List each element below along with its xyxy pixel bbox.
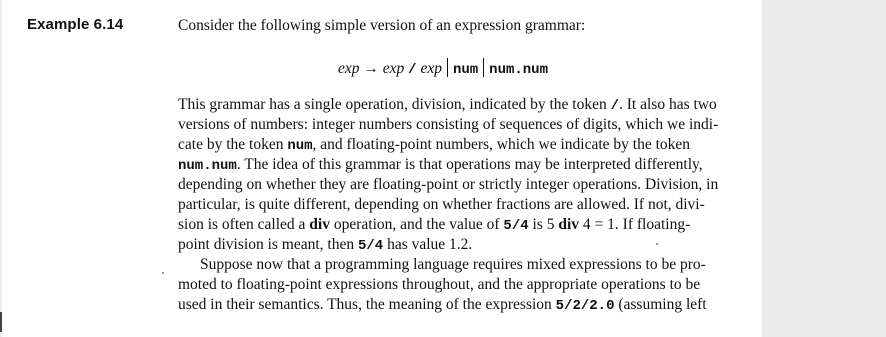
div-term-2: div: [558, 216, 580, 233]
scan-margin: [762, 0, 886, 337]
alt-bar-2: [483, 58, 484, 77]
grammar-rule: [338, 58, 548, 78]
scan-speck: [656, 243, 658, 245]
token-numnum: num.num: [178, 158, 237, 174]
scan-speck: [162, 272, 164, 274]
para1-line-8: point division is meant, then 5/4 has value 1.2.: [178, 236, 473, 254]
div-term: div: [309, 216, 330, 233]
para1-line-7: sion is often called a div operation, and the value of 5/4 is 5 div 4 = 1. If floating-: [178, 216, 691, 234]
grammar-exp-2: exp: [420, 60, 442, 77]
para1-line-5: depending on whether they are floating-point or strictly integer operations. Division, in: [178, 176, 719, 193]
grammar-op: /: [408, 62, 417, 78]
example-label: Example 6.14: [27, 16, 124, 33]
grammar-arrow: →: [363, 60, 379, 77]
para1-line-1: This grammar has a single operation, division, indicated by the token /. It also has two: [178, 96, 717, 114]
page-edge-mark: [0, 312, 2, 332]
para1-line-2: versions of numbers: integer numbers consisting of sequences of digits, which we indi-: [178, 116, 719, 133]
para2-line-2: moted to floating-point expressions throughout, and the appropriate operations to be: [178, 276, 701, 293]
alt-bar-1: [447, 58, 448, 77]
grammar-num: num: [452, 62, 479, 78]
token-5-4-b: 5/4: [357, 238, 384, 254]
grammar-exp-1: exp: [382, 60, 405, 77]
grammar-lhs: exp: [338, 60, 360, 77]
page-left-edge: [0, 0, 3, 337]
para1-line-6: particular, is quite different, depending on whether fractions are allowed. If not, divi-: [178, 196, 705, 213]
token-div: /: [610, 98, 620, 114]
token-expr: 5/2/2.0: [555, 298, 615, 314]
para1-line-4: num.num. The idea of this grammar is that operations may be interpreted differently,: [178, 156, 703, 174]
para1-line-3: cate by the token num, and floating-point numbers, which we indicate by the token: [178, 136, 691, 154]
para2-line-3: used in their semantics. Thus, the meaning of the expression 5/2/2.0 (assuming left: [178, 296, 707, 314]
token-5-4: 5/4: [503, 218, 529, 234]
para2-line-1: Suppose now that a programming language requires mixed expressions to be pro-: [200, 256, 706, 273]
grammar-numnum: num.num: [489, 62, 548, 78]
token-num: num: [287, 138, 313, 154]
intro-sentence: Consider the following simple version of an expression grammar:: [178, 17, 586, 34]
